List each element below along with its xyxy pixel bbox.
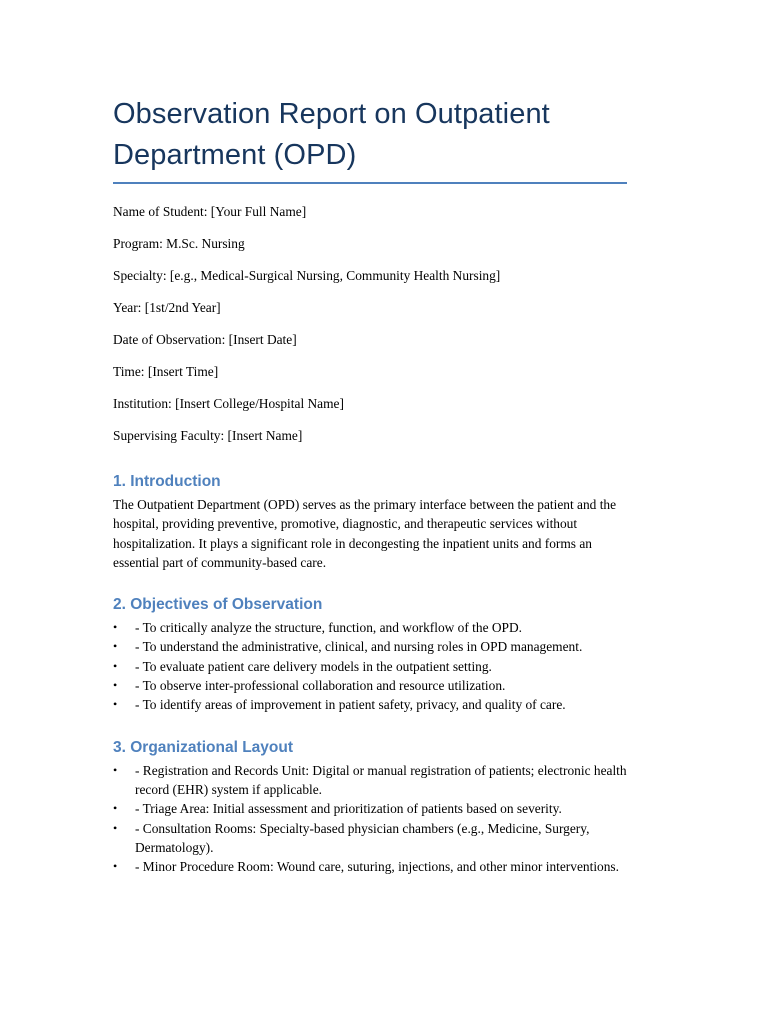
list-item-text: - Triage Area: Initial assessment and prioritization of patients based on severity. bbox=[135, 801, 562, 817]
section-introduction bbox=[113, 472, 627, 572]
list-item-text: - To critically analyze the structure, function, and workflow of the OPD. bbox=[135, 620, 523, 636]
list-item bbox=[113, 637, 627, 656]
list-item bbox=[113, 799, 627, 818]
title-divider bbox=[113, 182, 627, 184]
bullet-icon: • bbox=[113, 859, 118, 874]
document-page bbox=[113, 94, 627, 876]
list-item bbox=[113, 618, 627, 637]
section-heading: 3. Organizational Layout bbox=[113, 738, 293, 756]
bullet-icon: • bbox=[113, 658, 118, 673]
bullet-icon: • bbox=[113, 639, 118, 654]
meta-institution: Institution: [Insert College/Hospital Name] bbox=[113, 396, 344, 411]
list-item-text: - Registration and Records Unit: Digital or manual registration of patients; electronic health record (EHR) system if applicable. bbox=[135, 762, 627, 797]
section-organizational-layout bbox=[113, 738, 627, 877]
list-item bbox=[113, 761, 627, 800]
section-objectives bbox=[113, 595, 627, 714]
list-item bbox=[113, 657, 627, 676]
meta-specialty: Specialty: [e.g., Medical-Surgical Nursing, Community Health Nursing] bbox=[113, 268, 501, 283]
bullet-icon: • bbox=[113, 678, 118, 693]
section-heading: 2. Objectives of Observation bbox=[113, 596, 323, 614]
bullet-icon: • bbox=[113, 762, 118, 777]
document-title: Observation Report on Outpatient Department (OPD) bbox=[113, 98, 550, 171]
list-item bbox=[113, 819, 627, 858]
list-item bbox=[113, 857, 627, 876]
list-item-text: - Minor Procedure Room: Wound care, suturing, injections, and other minor interventions. bbox=[135, 859, 619, 875]
list-item-text: - Consultation Rooms: Specialty-based physician chambers (e.g., Medicine, Surgery, Dermatology). bbox=[135, 820, 590, 855]
bullet-icon: • bbox=[113, 620, 118, 635]
bullet-icon: • bbox=[113, 820, 118, 835]
student-details bbox=[113, 204, 627, 460]
meta-time: Time: [Insert Time] bbox=[113, 364, 219, 379]
meta-date: Date of Observation: [Insert Date] bbox=[113, 332, 297, 347]
list-item-text: - To understand the administrative, clinical, and nursing roles in OPD management. bbox=[135, 639, 583, 655]
list-item-text: - To evaluate patient care delivery models in the outpatient setting. bbox=[135, 658, 492, 674]
objectives-list bbox=[113, 618, 627, 714]
list-item-text: - To identify areas of improvement in patient safety, privacy, and quality of care. bbox=[135, 697, 566, 713]
bullet-icon: • bbox=[113, 697, 118, 712]
list-item bbox=[113, 695, 627, 714]
section-paragraph: The Outpatient Department (OPD) serves as the primary interface between the patient and the hospital, providing preventive, promotive, diagnostic, and therapeutic services without hospitalization. It plays a significant role in decongesting the inpatient units and forms an essential part of community-based care. bbox=[113, 497, 617, 570]
section-heading: 1. Introduction bbox=[113, 473, 221, 490]
meta-supervisor: Supervising Faculty: [Insert Name] bbox=[113, 428, 303, 443]
meta-year: Year: [1st/2nd Year] bbox=[113, 300, 221, 315]
meta-program: Program: M.Sc. Nursing bbox=[113, 236, 245, 251]
list-item-text: - To observe inter-professional collaboration and resource utilization. bbox=[135, 678, 506, 694]
meta-student-name: Name of Student: [Your Full Name] bbox=[113, 204, 307, 219]
bullet-icon: • bbox=[113, 801, 118, 816]
list-item bbox=[113, 676, 627, 695]
layout-list bbox=[113, 761, 627, 877]
